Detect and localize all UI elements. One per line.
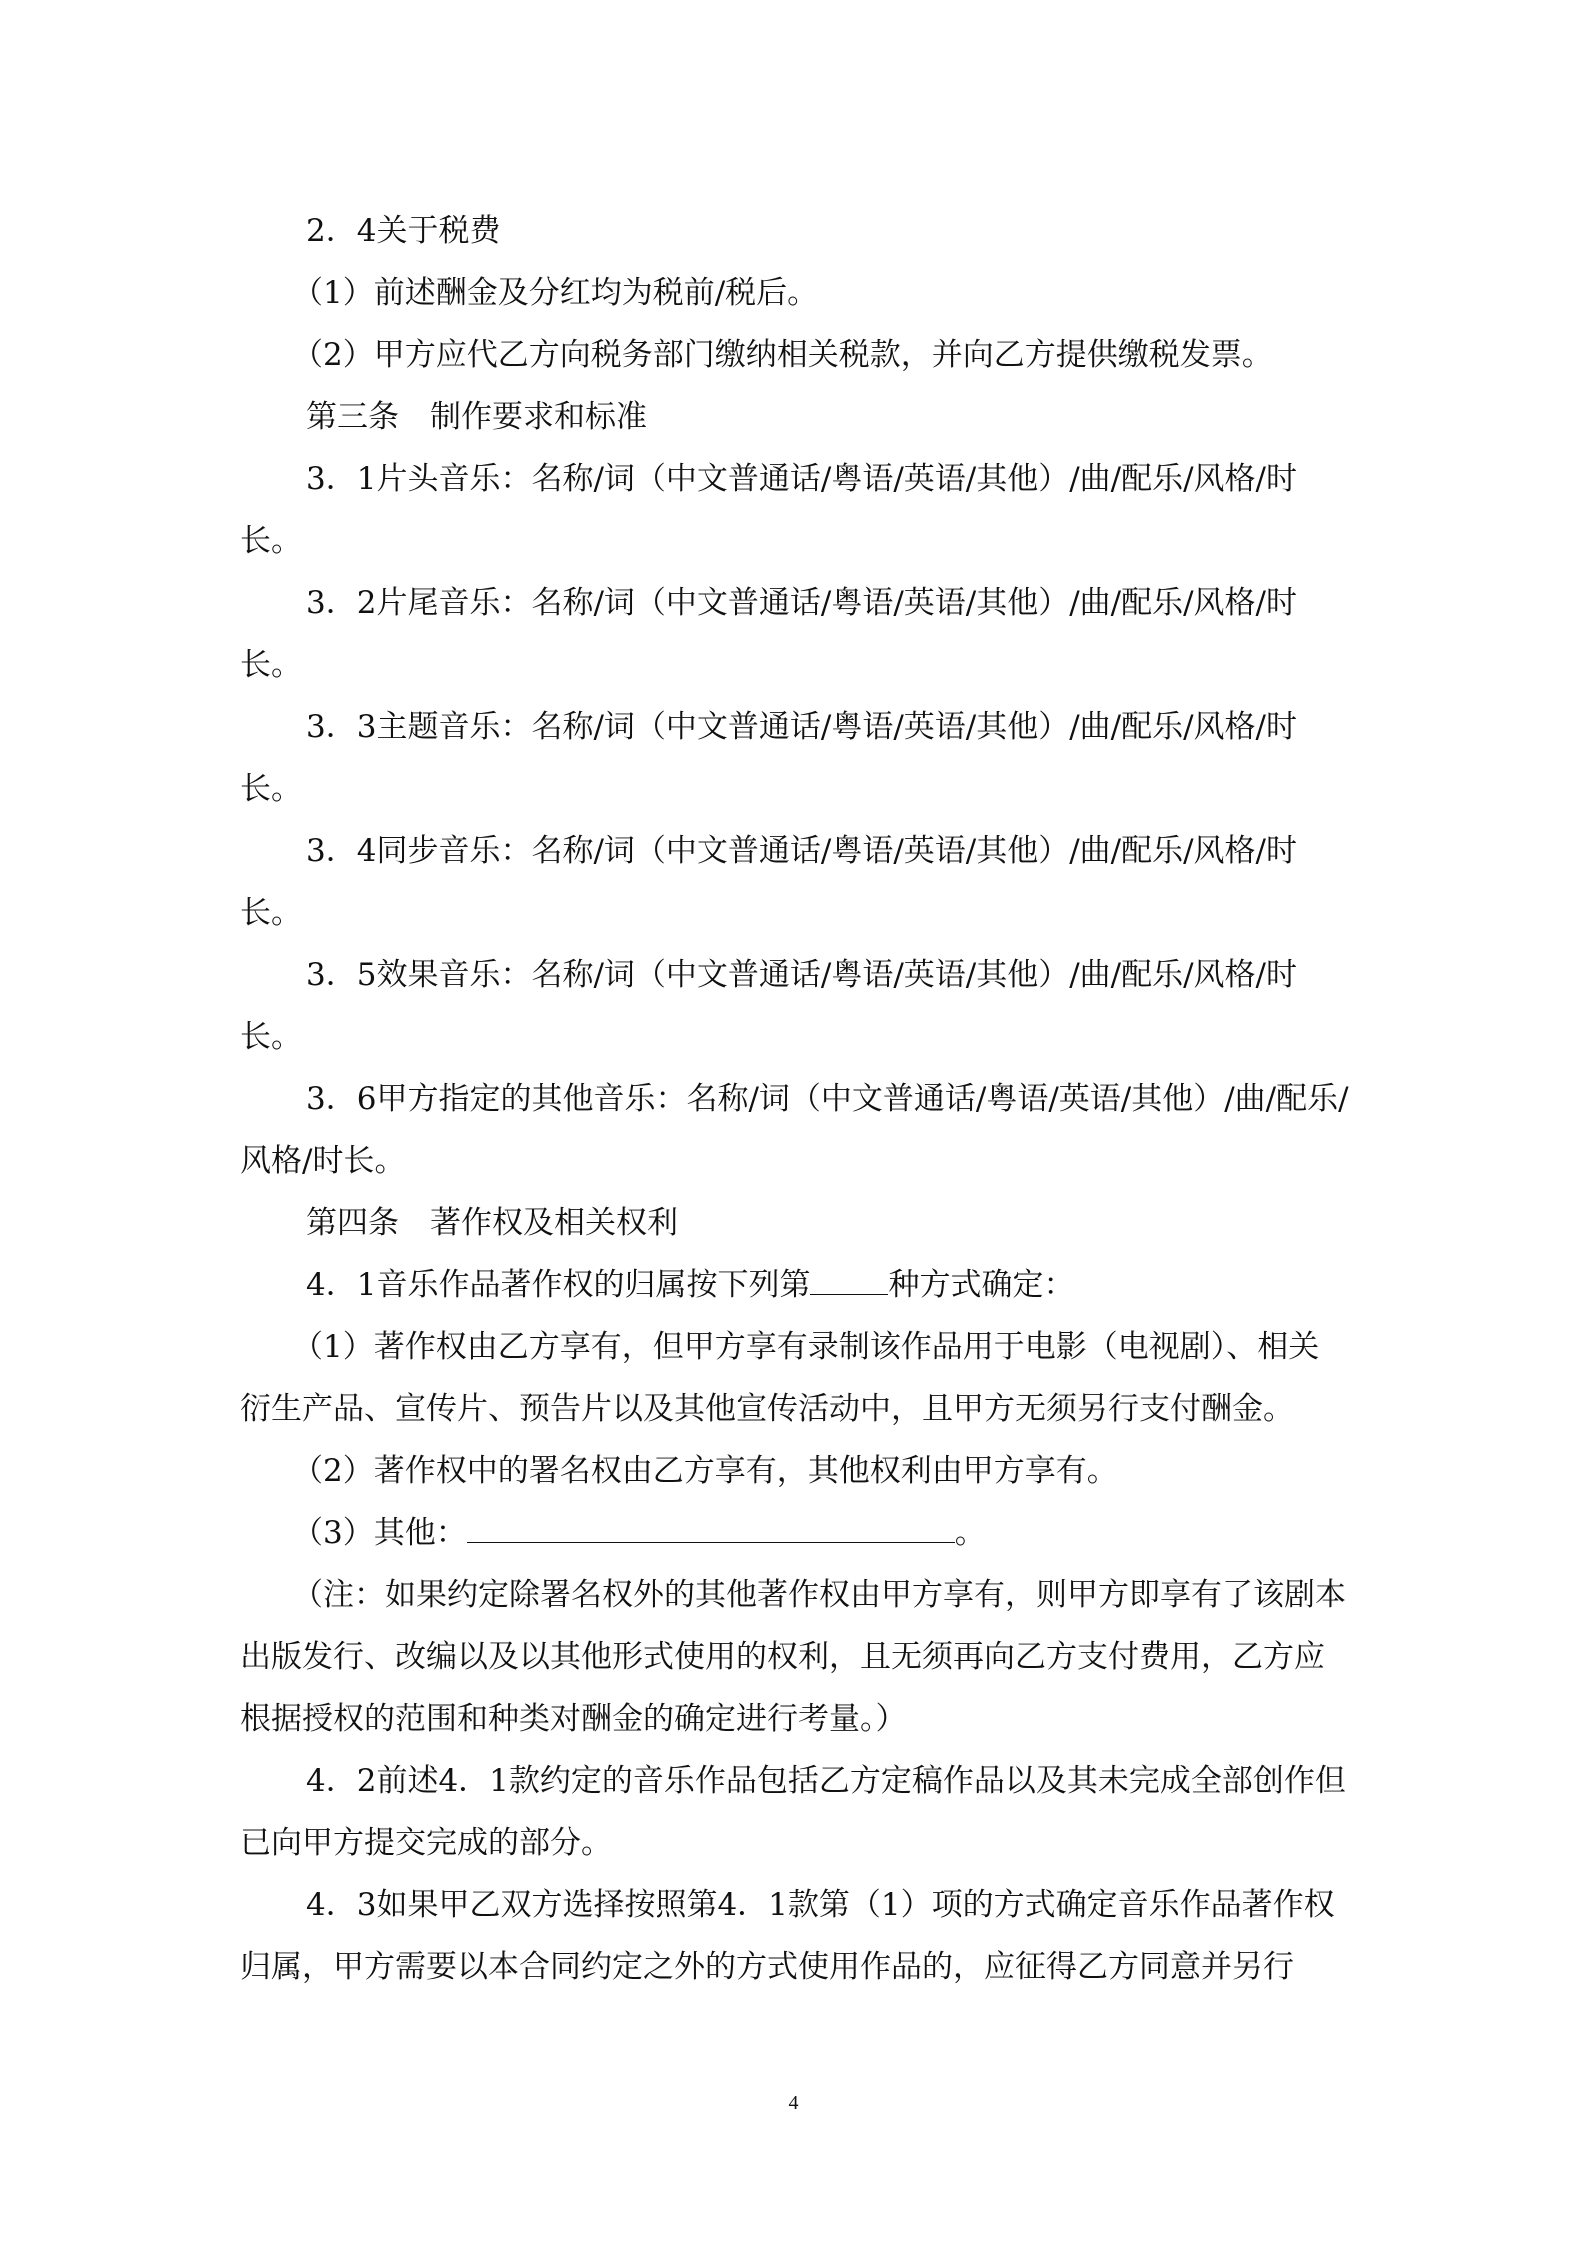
paragraph: 3．3主题音乐：名称/词（中文普通话/粤语/英语/其他）/曲/配乐/风格/时长。 [240, 709, 1297, 807]
paragraph: 3．1片头音乐：名称/词（中文普通话/粤语/英语/其他）/曲/配乐/风格/时长。 [240, 461, 1297, 559]
article-heading-4: 第四条 著作权及相关权利 [306, 1205, 678, 1241]
paragraph-clause-4-1 [240, 1254, 1350, 1316]
clause-text: 。 [954, 1515, 986, 1551]
article-heading-3: 第三条 制作要求和标准 [306, 399, 647, 435]
fill-in-blank [810, 1264, 888, 1295]
paragraph: （1）前述酬金及分红均为税前/税后。 [292, 275, 819, 311]
clause-text: 4．1音乐作品著作权的归属按下列第 [306, 1267, 811, 1303]
paragraph: （2）著作权中的署名权由乙方享有，其他权利由甲方享有。 [292, 1453, 1118, 1489]
page-number: 4 [788, 2092, 799, 2114]
clause-text: （3）其他： [292, 1515, 467, 1551]
paragraph-clause-other [240, 1502, 1350, 1564]
section-heading-tax: 2．4关于税费 [306, 213, 501, 249]
paragraph-note: （注：如果约定除署名权外的其他著作权由甲方享有，则甲方即享有了该剧本出版发行、改编以及以其他形式使用的权利，且无须再向乙方支付费用，乙方应根据授权的范围和种类对酬金的确定进行考量。） [240, 1577, 1346, 1737]
paragraph: 3．2片尾音乐：名称/词（中文普通话/粤语/英语/其他）/曲/配乐/风格/时长。 [240, 585, 1297, 683]
paragraph: （1）著作权由乙方享有，但甲方享有录制该作品用于电影（电视剧）、相关衍生产品、宣传片、预告片以及其他宣传活动中，且甲方无须另行支付酬金。 [240, 1329, 1320, 1427]
paragraph: 3．5效果音乐：名称/词（中文普通话/粤语/英语/其他）/曲/配乐/风格/时长。 [240, 957, 1297, 1055]
document-body [240, 200, 1350, 1998]
clause-text: 种方式确定： [888, 1267, 1075, 1303]
paragraph: 4．3如果甲乙双方选择按照第4．1款第（1）项的方式确定音乐作品著作权归属，甲方需要以本合同约定之外的方式使用作品的，应征得乙方同意并另行 [240, 1887, 1335, 1985]
paragraph: 3．4同步音乐：名称/词（中文普通话/粤语/英语/其他）/曲/配乐/风格/时长。 [240, 833, 1297, 931]
fill-in-blank [467, 1512, 955, 1543]
paragraph: 3．6甲方指定的其他音乐：名称/词（中文普通话/粤语/英语/其他）/曲/配乐/风格/时长。 [240, 1081, 1349, 1179]
paragraph: 4．2前述4．1款约定的音乐作品包括乙方定稿作品以及其未完成全部创作但已向甲方提交完成的部分。 [240, 1763, 1346, 1861]
paragraph: （2）甲方应代乙方向税务部门缴纳相关税款，并向乙方提供缴税发票。 [292, 337, 1273, 373]
